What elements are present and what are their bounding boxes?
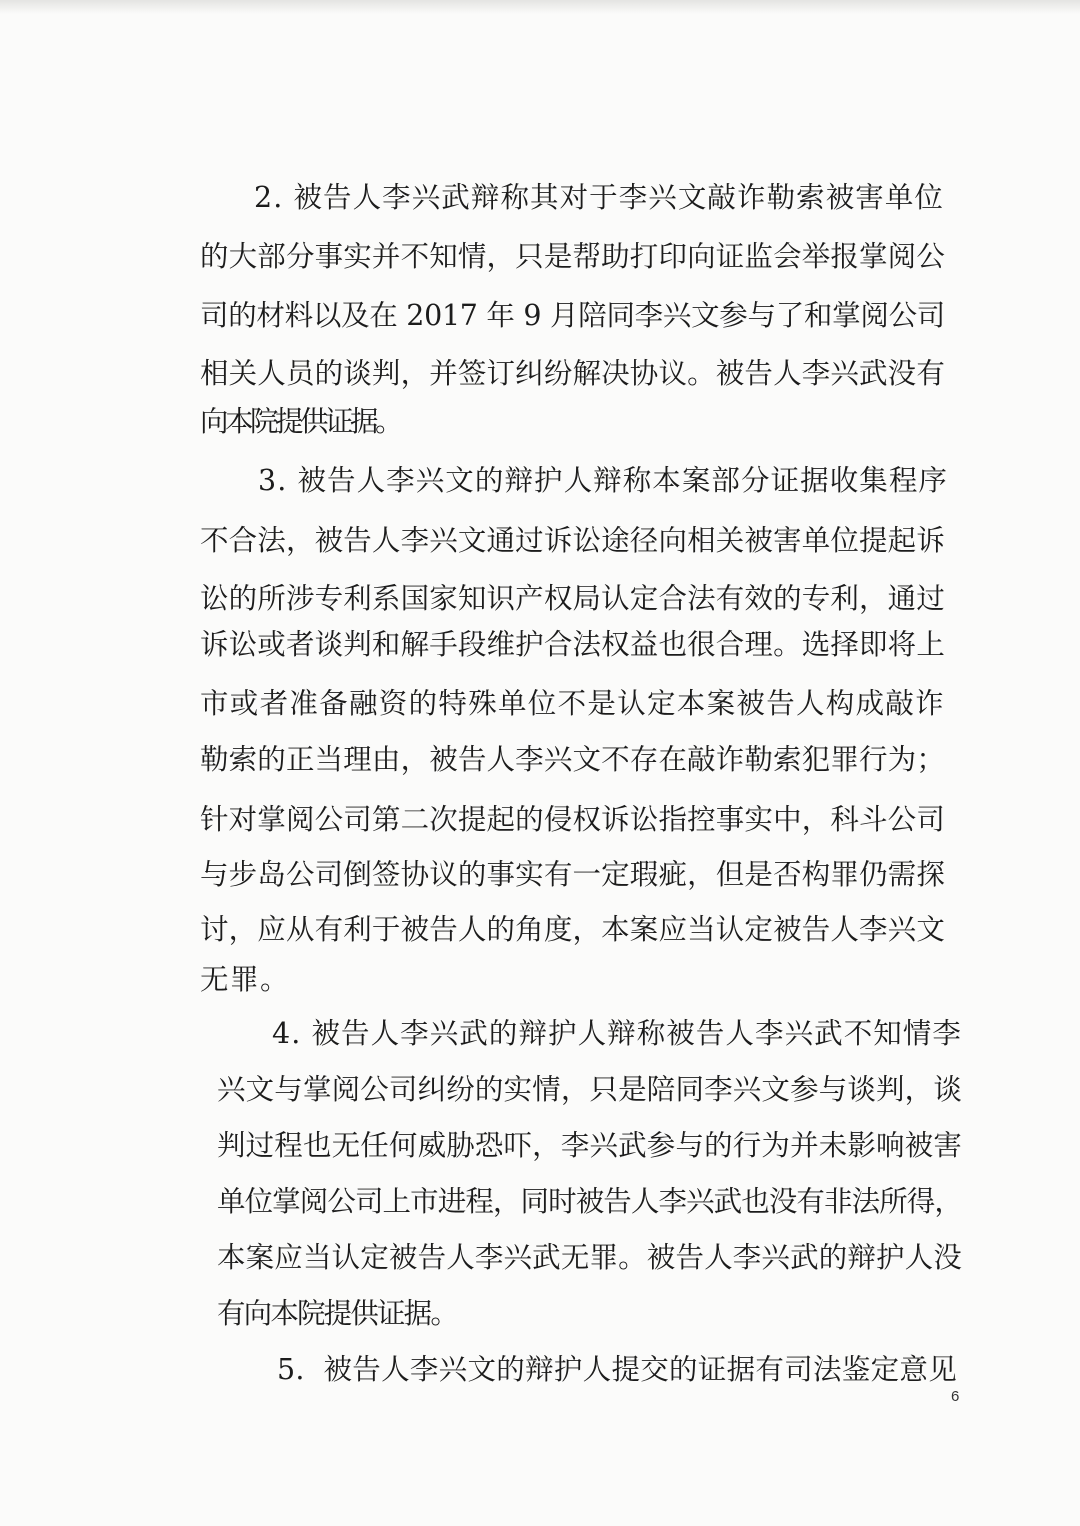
text-line: 无罪。 <box>200 963 290 996</box>
text-line: 讨，应从有利于被告人的角度，本案应当认定被告人李兴文 <box>200 913 945 946</box>
text-line: 市或者准备融资的特殊单位不是认定本案被告人构成敲诈 <box>200 687 945 720</box>
text-line: 2. 被告人李兴武辩称其对于李兴文敲诈勒索被害单位 <box>254 181 944 214</box>
text-line: 不合法，被告人李兴文通过诉讼途径向相关被害单位提起诉 <box>200 524 945 557</box>
text-line: 针对掌阅公司第二次提起的侵权诉讼指控事实中，科斗公司 <box>200 803 945 836</box>
text-line: 勒索的正当理由，被告人李兴文不存在敲诈勒索犯罪行为； <box>200 743 945 776</box>
text-line: 判过程也无任何威胁恐吓，李兴武参与的行为并未影响被害 <box>217 1129 962 1162</box>
text-line: 相关人员的谈判，并签订纠纷解决协议。被告人李兴武没有 <box>200 357 945 390</box>
text-line: 5. 被告人李兴文的辩护人提交的证据有司法鉴定意见 <box>277 1353 957 1386</box>
text-line: 的大部分事实并不知情，只是帮助打印向证监会举报掌阅公 <box>200 240 945 273</box>
text-line: 向本院提供证据。 <box>200 405 400 438</box>
text-line: 司的材料以及在 2017 年 9 月陪同李兴文参与了和掌阅公司 <box>200 299 945 332</box>
text-line: 单位掌阅公司上市进程，同时被告人李兴武也没有非法所得， <box>217 1185 962 1218</box>
text-line: 本案应当认定被告人李兴武无罪。被告人李兴武的辩护人没 <box>217 1241 962 1274</box>
text-line: 有向本院提供证据。 <box>217 1297 457 1330</box>
text-line: 与步岛公司倒签协议的事实有一定瑕疵，但是否构罪仍需探 <box>200 858 945 891</box>
text-line: 讼的所涉专利系国家知识产权局认定合法有效的专利，通过 <box>200 582 945 615</box>
text-line: 兴文与掌阅公司纠纷的实情，只是陪同李兴文参与谈判，谈 <box>217 1073 962 1106</box>
text-line: 诉讼或者谈判和解手段维护合法权益也很合理。选择即将上 <box>200 628 945 661</box>
text-line: 3. 被告人李兴文的辩护人辩称本案部分证据收集程序 <box>258 464 948 497</box>
scan-edge-shadow <box>0 0 1080 14</box>
page-number: 6 <box>951 1388 960 1405</box>
text-line: 4. 被告人李兴武的辩护人辩称被告人李兴武不知情李 <box>272 1017 962 1050</box>
